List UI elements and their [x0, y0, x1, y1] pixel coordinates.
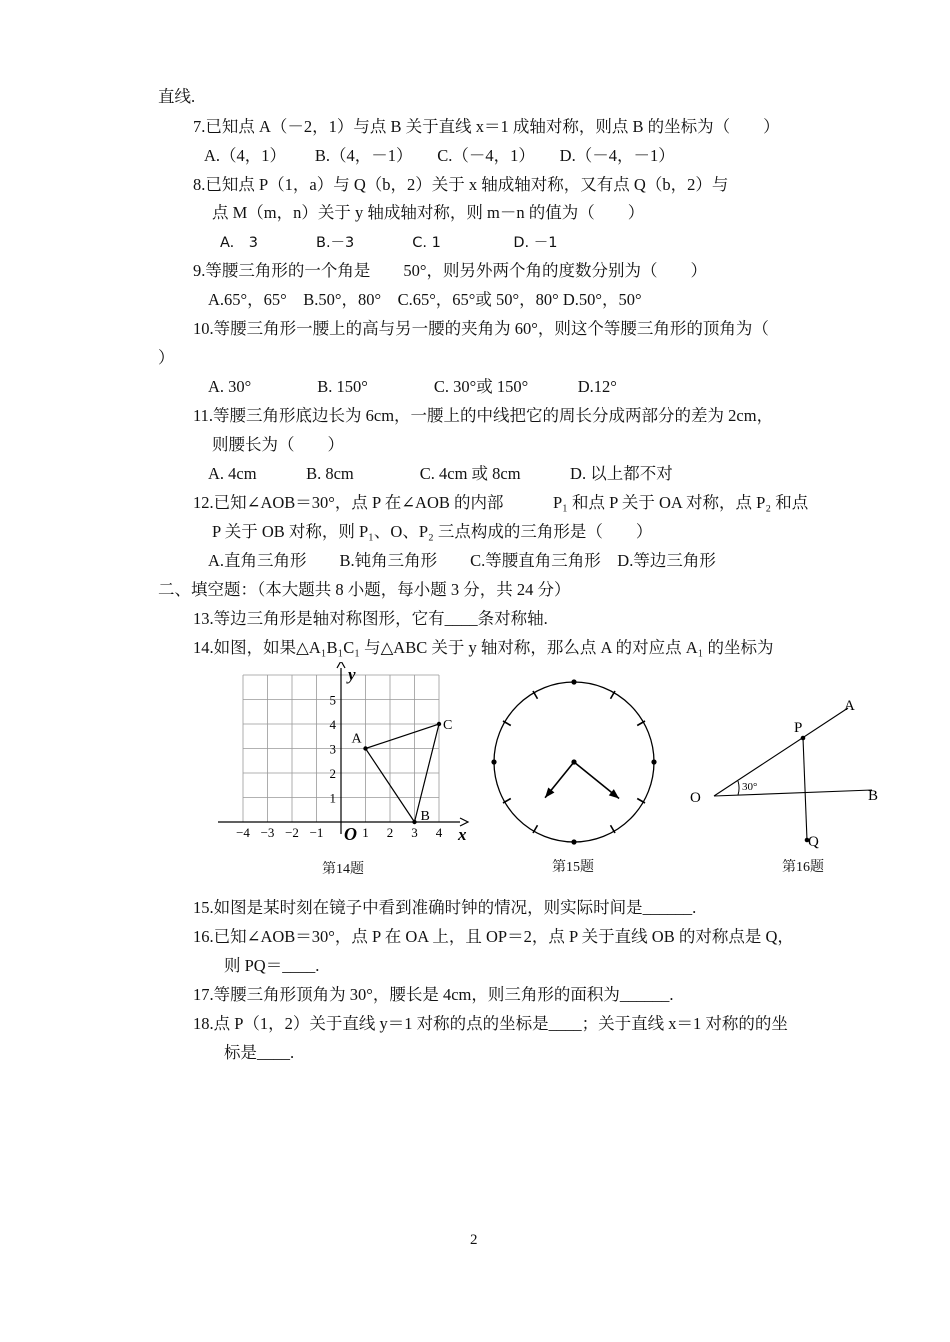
- x-tick-label: 1: [362, 825, 369, 840]
- x-axis-label: x: [458, 825, 467, 842]
- y-tick-label: 1: [329, 790, 336, 806]
- point-B: [412, 820, 416, 824]
- label-P: P: [794, 720, 803, 736]
- question-11: 11.等腰三角形底边长为 6cm，一腰上的中线把它的周长分成两部分的差为 2cm，: [193, 406, 774, 425]
- question-13: 13.等边三角形是轴对称图形，它有____条对称轴.: [193, 609, 548, 628]
- x-tick-label: −1: [309, 825, 324, 840]
- label-Q: Q: [808, 834, 819, 850]
- question-10-options: A. 30° B. 150° C. 30°或 150° D.12°: [208, 377, 617, 396]
- figure-14-grid: [210, 662, 480, 842]
- y-arrow: [337, 662, 345, 668]
- figure-14-caption: 第14题: [322, 862, 364, 877]
- question-12: 12.已知∠AOB＝30°，点 P 在∠AOB 的内部 P₁ 和点 P 关于 OA 对称，点 P₂ 和点: [193, 493, 809, 512]
- question-16-line2: 则 PQ＝____.: [224, 956, 320, 975]
- point-label-A: A: [351, 731, 362, 747]
- y-tick-label: 4: [329, 717, 336, 732]
- label-B: B: [868, 788, 879, 804]
- figure-15-clock: [488, 676, 660, 848]
- question-11-options: A. 4cm B. 8cm C. 4cm 或 8cm D. 以上都不对: [208, 464, 673, 483]
- point-label-C: C: [443, 718, 453, 733]
- y-axis-label: y: [348, 665, 356, 684]
- origin-label: O: [344, 824, 357, 842]
- question-12-line2: P 关于 OB 对称，则 P₁、O、P₂ 三点构成的三角形是（ ）: [212, 522, 653, 541]
- figure-16-angle: [680, 690, 900, 860]
- question-16: 16.已知∠AOB＝30°，点 P 在 OA 上，且 OP＝2，点 P 关于直线 OB 的对称点是 Q，: [193, 927, 794, 946]
- question-9-options: A.65°，65° B.50°，80° C.65°，65°或 50°，80° D.50°，50°: [208, 290, 642, 309]
- point-C: [437, 722, 441, 726]
- label-A: A: [844, 698, 855, 714]
- question-11-line2: 则腰长为（ ）: [212, 435, 344, 454]
- x-tick-label: −2: [285, 825, 299, 840]
- question-10-line2: ）: [158, 348, 175, 367]
- point-A: [363, 746, 367, 750]
- question-14: 14.如图，如果△A₁B₁C₁ 与△ABC 关于 y 轴对称，那么点 A 的对应点 A₁ 的坐标为: [193, 638, 774, 657]
- question-10: 10.等腰三角形一腰上的高与另一腰的夹角为 60°，则这个等腰三角形的顶角为（: [193, 319, 769, 338]
- question-8-line2: 点 M（m，n）关于 y 轴成轴对称，则 m－n 的值为（ ）: [212, 203, 645, 222]
- question-7: 7.已知点 A（－2，1）与点 B 关于直线 x＝1 成轴对称，则点 B 的坐标为（ ）: [193, 117, 780, 136]
- x-tick-label: 3: [411, 825, 418, 840]
- text-line-continuation: 直线.: [158, 87, 196, 106]
- x-tick-label: 4: [435, 825, 443, 840]
- clock-dot: [491, 759, 496, 764]
- question-8: 8.已知点 P（1，a）与 Q（b，2）关于 x 轴成轴对称，又有点 Q（b，2）与: [193, 175, 729, 194]
- clock-dot: [571, 679, 576, 684]
- question-18-line2: 标是____.: [224, 1043, 295, 1062]
- question-18: 18.点 P（1，2）关于直线 y＝1 对称的点的坐标是____；关于直线 x＝1 对称的的坐: [193, 1014, 788, 1033]
- question-9: 9.等腰三角形的一个角是 50°，则另外两个角的度数分别为（ ）: [193, 261, 707, 280]
- clock-dot: [571, 839, 576, 844]
- point-label-B: B: [420, 809, 430, 824]
- x-tick-label: −4: [236, 825, 250, 840]
- x-tick-label: −3: [260, 825, 275, 840]
- question-8-options: A. 3 B.－3 C. 1 D. －1: [220, 235, 558, 251]
- clock-dot: [651, 759, 656, 764]
- question-17: 17.等腰三角形顶角为 30°，腰长是 4cm，则三角形的面积为______.: [193, 985, 674, 1004]
- page-number: 2: [470, 1232, 478, 1248]
- section-2-heading: 二、填空题：（本大题共 8 小题，每小题 3 分，共 24 分）: [158, 580, 571, 599]
- angle-label: 30°: [742, 781, 758, 793]
- figure-16-caption: 第16题: [782, 860, 824, 875]
- x-tick-label: 2: [386, 825, 394, 840]
- figure-15-caption: 第15题: [552, 860, 594, 875]
- question-15: 15.如图是某时刻在镜子中看到准确时钟的情况，则实际时间是______.: [193, 898, 697, 917]
- label-O: O: [690, 790, 701, 806]
- question-12-options: A.直角三角形 B.钝角三角形 C.等腰直角三角形 D.等边三角形: [208, 551, 716, 570]
- y-tick-label: 5: [329, 692, 336, 708]
- y-tick-label: 3: [329, 741, 336, 757]
- question-7-options: A.（4，1） B.（4，－1） C.（－4，1） D.（－4，－1）: [204, 146, 675, 165]
- y-tick-label: 2: [329, 766, 336, 781]
